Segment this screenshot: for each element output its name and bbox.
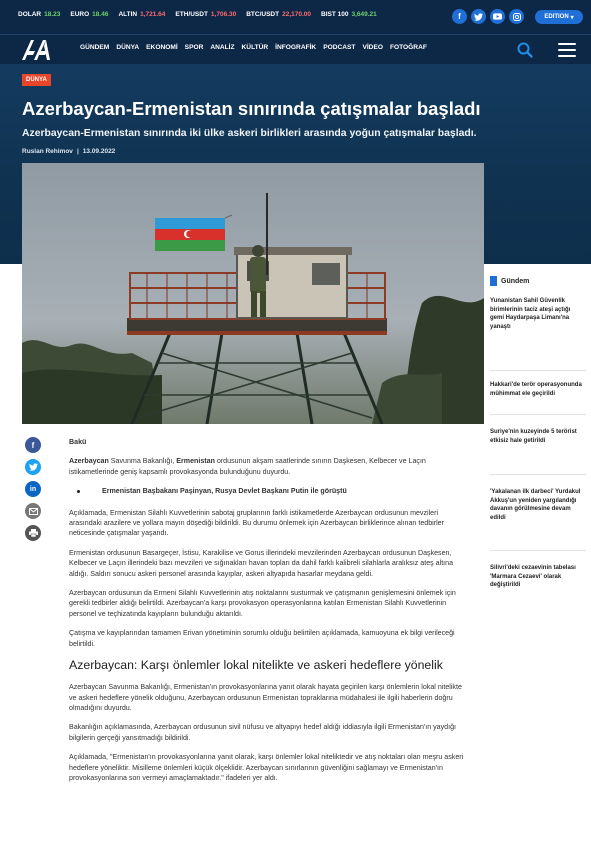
article-paragraph: Açıklamada, Ermenistan Silahlı Kuvvetlerinin sabotaj gruplarının farklı istikametlerde Azerbaycan ordusunun mevzileri arasındaki arazilere ve yollara mayın döşediği bildirildi. Bu durumu önlemek için Azerbaycan birliklerince alınan tedbirler neticesinde çatışmalar yaşandı. [69, 508, 444, 538]
instagram-icon[interactable] [509, 9, 524, 24]
ticker-item-eth[interactable]: ETH/USDT 1,706.30 [175, 11, 237, 18]
related-article-link[interactable]: Ermenistan Başbakanı Paşinyan, Rusya Devlet Başkanı Putin ile görüştü [77, 486, 467, 496]
facebook-icon[interactable]: f [452, 9, 467, 24]
twitter-icon[interactable] [471, 9, 486, 24]
market-ticker-bar [0, 0, 591, 34]
article-paragraph: Azerbaycan ordusunun da Ermeni Silahlı Kuvvetlerinin atış noktalarını susturmak ve çatışmanın genişlemesini önlemek için gerekli tedbirler aldığı belirtildi. Azerbaycan'a karşı provokasyon operasyonlarına katılan Ermenistan Silahlı Kuvvetlerinin personel ve teçhizatında kayıpların bulunduğu aktarıldı. [69, 589, 456, 618]
nav-item-dunya[interactable]: DÜNYA [116, 44, 140, 51]
article-subheadline: Azerbaycan-Ermenistan sınırında iki ülke askeri birlikleri arasında yoğun çatışmalar başladı. [22, 128, 477, 139]
article-paragraph: Çatışma ve kayıplarından tamamen Erivan yönetiminin sorumlu olduğu belirtilen açıklamada, kamuoyuna ek bilgi verileceği belirtildi. [69, 629, 455, 648]
nav-item-video[interactable]: VİDEO [362, 44, 383, 51]
sidebar-news-item[interactable]: Hakkari'de terör operasyonunda mühimmat ele geçirildi [490, 371, 586, 415]
ticker-value: 18.46 [92, 11, 109, 18]
gundem-sidebar [490, 276, 586, 603]
ticker-item-euro[interactable]: EURO 18.46 [70, 11, 109, 18]
article-paragraph: Ermenistan ordusunun Basargeçer, İstisu, Karakilise ve Gorus illerindeki mevzilerinden Azerbaycan ordusunun Daşkesen, Kelbecer ve Laçın illerindeki bazı mevzileri ve sığınakları havan topları da dahil farklı kalibreli silahlarla aralıksız ateş altına aldığı. Saldırı sonucu askeri personel arasında kayıplar, askeri altyapıda hasarlar meydana geldi. [69, 548, 454, 578]
nav-item-gundem[interactable]: GÜNDEM [80, 44, 110, 51]
sidebar-news-item[interactable]: Suriye'nin kuzeyinde 5 terörist etkisiz hale getirildi [490, 415, 586, 475]
article-paragraph: Azerbaycan Savunma Bakanlığı, Ermenistan'ın provokasyonlarına yanıt olarak hayata geçirilen karşı önlemlerin lokal nitelikte ve askeri hedeflere yönelik olduğunu, Azerbaycan ordusunun Ermenistan topraklarına müdahalesi ile ilgili haberlerin doğru olmadığını duyurdu. [69, 683, 462, 712]
author-name[interactable]: Ruslan Rehimov [22, 148, 73, 155]
section-heading: Azerbaycan: Karşı önlemler lokal nitelikte ve askeri hedeflere yönelik [69, 658, 443, 673]
bullet-icon [77, 490, 80, 493]
ticker-value: 18.23 [44, 11, 61, 18]
publish-date: 13.09.2022 [82, 148, 116, 155]
ticker-list [18, 11, 377, 18]
twitter-icon[interactable] [25, 459, 41, 475]
edition-selector[interactable]: EDITION ▾ [535, 10, 583, 24]
youtube-icon[interactable] [490, 9, 505, 24]
nav-item-ekonomi[interactable]: EKONOMİ [146, 44, 178, 51]
facebook-icon[interactable]: f [25, 437, 41, 453]
main-navbar [0, 34, 591, 64]
nav-item-infografik[interactable]: İNFOGRAFİK [275, 44, 317, 51]
chevron-down-icon: ▾ [570, 14, 574, 21]
bookmark-icon [490, 276, 497, 286]
print-icon[interactable] [25, 525, 41, 541]
article-paragraph: Azerbaycan Savunma Bakanlığı, Ermenistan ordusunun akşam saatlerinde sınırın Daşkesen, Kelbecer ve Laçın istikametlerinde geniş kapsamlı provokasyonda bulunduğunu duyurdu. [69, 457, 426, 476]
article-photo [22, 163, 484, 424]
ticker-item-btc[interactable]: BTC/USDT 22,170.00 [246, 11, 312, 18]
ticker-item-dolar[interactable]: DOLAR 18.23 [18, 11, 61, 18]
sidebar-heading: Gündem [490, 276, 586, 286]
nav-item-podcast[interactable]: PODCAST [323, 44, 356, 51]
article-paragraph: Bakanlığın açıklamasında, Azerbaycan ordusunun sivil nüfusu ve altyapıyı hedef aldığı iddiasıyla ilgili Ermenistan'ın yaydığı bilgilerin gerçeği yansıtmadığı bildirildi. [69, 723, 457, 742]
ticker-value: 1,721.64 [140, 11, 166, 18]
linkedin-icon[interactable]: in [25, 481, 41, 497]
share-buttons [25, 437, 41, 541]
ticker-value: 22,170.00 [282, 11, 312, 18]
category-badge[interactable]: DÜNYA [22, 74, 51, 86]
nav-item-spor[interactable]: SPOR [184, 44, 204, 51]
dateline: Bakü [69, 438, 87, 446]
aa-logo[interactable] [20, 38, 52, 62]
ticker-value: 1,706.30 [210, 11, 237, 18]
article-body [69, 437, 467, 792]
nav-item-fotograf[interactable]: FOTOĞRAF [389, 44, 427, 51]
article-headline: Azerbaycan-Ermenistan sınırında çatışmalar başladı [22, 98, 481, 119]
ticker-item-altin[interactable]: ALTIN 1,721.64 [118, 11, 166, 18]
search-icon[interactable] [516, 41, 534, 59]
article-paragraph: Açıklamada, "Ermenistan'ın provokasyonlarına yanıt olarak, karşı önlemler lokal niteliktedir ve atış noktaları olan meşru askeri hedeflere yöneliktir. Misilleme önlemleri küçük ölçeklidir. Azerbaycan sınırlarının güvenliğini sağlamayı ve Ermenistan'ın provokasyonlarına son vermeyi amaçlamaktadır." ifadeleri yer aldı. [69, 753, 464, 782]
nav-item-analiz[interactable]: ANALİZ [210, 44, 235, 51]
nav-item-kultur[interactable]: KÜLTÜR [241, 44, 269, 51]
mail-icon[interactable] [25, 503, 41, 519]
sidebar-news-item[interactable]: Silivri'deki cezaevinin tabelası 'Marmara Cezaevi' olarak değiştirildi [490, 565, 576, 589]
article-byline: Ruslan Rehimov | 13.09.2022 [22, 148, 116, 155]
sidebar-news-item[interactable]: Yunanistan Sahil Güvenlik birimlerinin taciz ateşi açtığı gemi Haydarpaşa Limanı'na yanaştı [490, 297, 586, 371]
main-nav [80, 44, 427, 51]
sidebar-news-item[interactable]: 'Yakalanan ilk darbeci' Yurdakul Akkuş'un yeniden yargılandığı davanın görülmesine devam edildi [490, 475, 586, 551]
hamburger-menu-icon[interactable] [558, 43, 576, 57]
ticker-item-bist[interactable]: BIST 100 3,649.21 [321, 11, 377, 18]
ticker-value: 3,649.21 [351, 11, 377, 18]
social-links [452, 9, 524, 24]
